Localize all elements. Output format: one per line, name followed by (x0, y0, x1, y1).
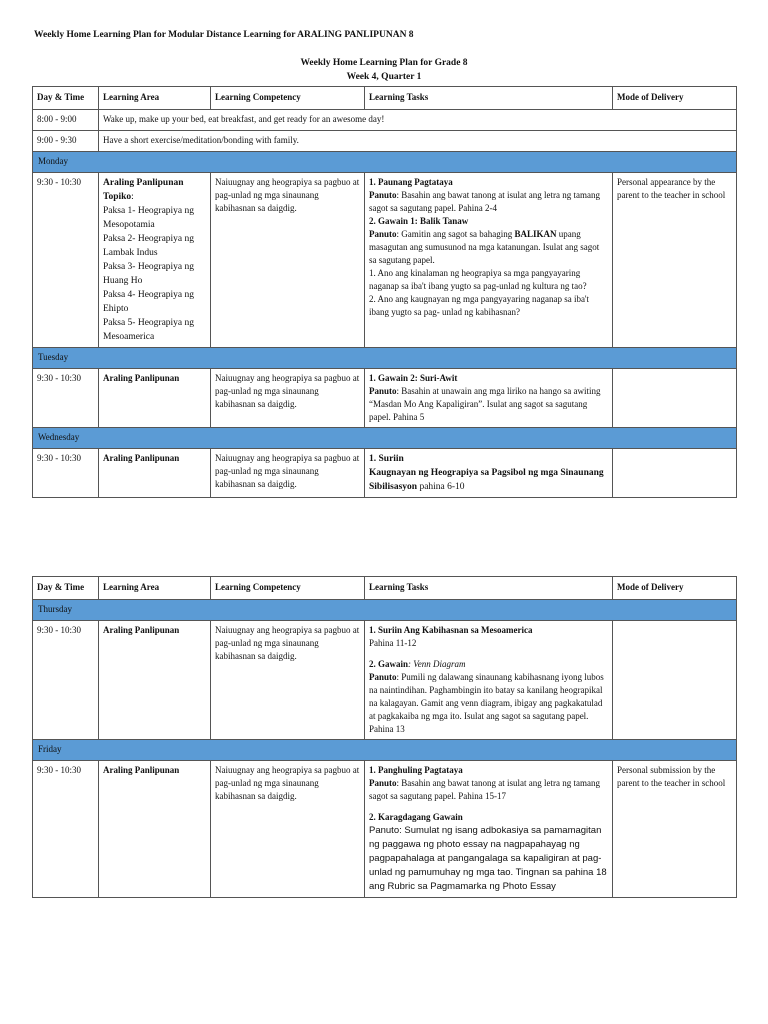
delivery-cell: Personal appearance by the parent to the teacher in school (613, 173, 737, 348)
day-label: Friday (33, 740, 737, 761)
delivery-cell (613, 449, 737, 498)
learning-area-cell: Araling Panlipunan (99, 449, 211, 498)
header-learning-competency: Learning Competency (211, 87, 365, 110)
task-title: 2. Karagdagang Gawain (369, 812, 463, 822)
schedule-time: 9:30 - 10:30 (33, 621, 99, 740)
topic-colon: : (131, 192, 134, 202)
competency-cell: Naiuugnay ang heograpiya sa pagbuo at pag-unlad ng mga sinaunang kabihasnan sa daigdig. (211, 369, 365, 428)
routine-text: Wake up, make up your bed, eat breakfast, and get ready for an awesome day! (99, 110, 737, 131)
header-learning-tasks: Learning Tasks (365, 577, 613, 600)
schedule-time: 9:30 - 10:30 (33, 761, 99, 898)
tasks-cell (365, 369, 613, 428)
panuto-label: Panuto (369, 386, 397, 396)
topic-item: Paksa 4- Heograpiya ng Ehipto (103, 290, 195, 314)
task-text: : Basahin at unawain ang mga liriko na hango sa awiting “Masdan Mo Ang Kapaligiran”. Isulat ang sagot sa sagutang papel. Pahina 5 (369, 386, 601, 422)
header-learning-tasks: Learning Tasks (365, 87, 613, 110)
topic-item: Paksa 1- Heograpiya ng Mesopotamia (103, 206, 195, 230)
header-learning-area: Learning Area (99, 577, 211, 600)
task-text: upang masagutan ang sumusunod na mga katanungan. Isulat ang sagot sa sagutang papel. (369, 229, 600, 265)
panuto-label: Panuto (369, 190, 397, 200)
task-text: : Gamitin ang sagot sa bahaging (396, 229, 515, 239)
header-day-time: Day & Time (33, 87, 99, 110)
task-page: Pahina 11-12 (369, 638, 417, 648)
task-bold-title: Kaugnayan ng Heograpiya sa Pagsibol ng mga Sinaunang Sibilisasyon (369, 468, 604, 492)
plan-title: Weekly Home Learning Plan for Grade 8 (300, 58, 468, 68)
schedule-row-tuesday (33, 369, 737, 428)
routine-time: 9:00 - 9:30 (33, 131, 99, 152)
header-mode-of-delivery: Mode of Delivery (613, 577, 737, 600)
learning-area-cell (99, 173, 211, 348)
task-text-sans: Panuto: Sumulat ng isang adbokasiya sa pamamagitan ng paggawa ng photo essay na nagpapahayag ng pagpapahalaga at pangangalaga sa kapaligiran at pag-unlad ng pamumuhay ng mga tao. Tingnan sa pahina 18 ang Rubric sa Pagmamarka ng Photo Essay (369, 825, 607, 892)
table-header-row (33, 577, 737, 600)
schedule-time: 9:30 - 10:30 (33, 369, 99, 428)
day-label: Wednesday (33, 428, 737, 449)
task-title: 1. Suriin Ang Kabihasnan sa Mesoamerica (369, 625, 533, 635)
day-row-monday (33, 152, 737, 173)
day-row-wednesday (33, 428, 737, 449)
learning-area-cell: Araling Panlipunan (99, 369, 211, 428)
delivery-cell (613, 621, 737, 740)
schedule-row-wednesday (33, 449, 737, 498)
header-day-time: Day & Time (33, 577, 99, 600)
routine-text: Have a short exercise/meditation/bonding with family. (99, 131, 737, 152)
task-page: pahina 6-10 (417, 482, 465, 492)
question-item: 1. Ano ang kinalaman ng heograpiya sa mga pangyayaring naganap sa iba't ibang yugto sa pag-unlad ng kultura ng tao? (369, 268, 587, 291)
day-row-tuesday (33, 348, 737, 369)
day-row-friday (33, 740, 737, 761)
routine-row (33, 131, 737, 152)
plan-table-1 (32, 86, 737, 498)
question-item: 2. Ano ang kaugnayan ng mga pangyayaring naganap sa iba't ibang yugto sa pag- unlad ng kabihasnan? (369, 294, 590, 317)
document-heading: Weekly Home Learning Plan for Modular Distance Learning for ARALING PANLIPUNAN 8 (34, 30, 414, 40)
competency-cell: Naiuugnay ang heograpiya sa pagbuo at pag-unlad ng mga sinaunang kabihasnan sa daigdig. (211, 173, 365, 348)
task-text: : Basahin ang bawat tanong at isulat ang letra ng tamang sagot sa sagutang papel. Pahina 15-17 (369, 778, 600, 801)
tasks-cell (365, 621, 613, 740)
day-label: Thursday (33, 600, 737, 621)
task-title: 1. Panghuling Pagtataya (369, 765, 463, 775)
task-bold-word: BALIKAN (514, 229, 557, 239)
tasks-cell (365, 173, 613, 348)
schedule-time: 9:30 - 10:30 (33, 173, 99, 348)
topic-label: Araling Panlipunan Topiko (103, 178, 184, 202)
task-text: : Basahin ang bawat tanong at isulat ang letra ng tamang sagot sa sagutang papel. Pahina 2-4 (369, 190, 600, 213)
panuto-label: Panuto (369, 672, 397, 682)
tasks-cell (365, 449, 613, 498)
delivery-cell (613, 369, 737, 428)
panuto-label: Panuto (369, 229, 397, 239)
schedule-row-thursday (33, 621, 737, 740)
topic-item: Paksa 3- Heograpiya ng Huang Ho (103, 262, 195, 286)
plan-subtitle: Week 4, Quarter 1 (346, 72, 422, 82)
topic-item: Paksa 5- Heograpiya ng Mesoamerica (103, 318, 195, 342)
routine-row (33, 110, 737, 131)
day-label: Tuesday (33, 348, 737, 369)
task-title: 1. Paunang Pagtataya (369, 177, 453, 187)
header-learning-competency: Learning Competency (211, 577, 365, 600)
task-title: 2. Gawain (369, 659, 409, 669)
task-title: 1. Suriin (369, 454, 404, 464)
plan-table-2 (32, 576, 737, 898)
routine-time: 8:00 - 9:00 (33, 110, 99, 131)
schedule-row-monday (33, 173, 737, 348)
task-title: 2. Gawain 1: Balik Tanaw (369, 216, 469, 226)
task-text: : Pumili ng dalawang sinaunang kabihasnang iyong lubos na naintindihan. Paghambingin ito batay sa kanilang heograpikal na kalagayan. Gamit ang venn diagram, ibigay ang pagkakatulad at pagkakaiba ng mga ito. Isulat ang sagot sa sagutang papel. Pahina 13 (369, 672, 604, 734)
header-learning-area: Learning Area (99, 87, 211, 110)
learning-area-cell: Araling Panlipunan (99, 761, 211, 898)
competency-cell: Naiuugnay ang heograpiya sa pagbuo at pag-unlad ng mga sinaunang kabihasnan sa daigdig. (211, 621, 365, 740)
header-mode-of-delivery: Mode of Delivery (613, 87, 737, 110)
schedule-time: 9:30 - 10:30 (33, 449, 99, 498)
task-title: 1. Gawain 2: Suri-Awit (369, 373, 458, 383)
competency-cell: Naiuugnay ang heograpiya sa pagbuo at pag-unlad ng mga sinaunang kabihasnan sa daigdig. (211, 449, 365, 498)
day-label: Monday (33, 152, 737, 173)
delivery-cell: Personal submission by the parent to the teacher in school (613, 761, 737, 898)
table-header-row (33, 87, 737, 110)
task-italic-title: : Venn Diagram (408, 659, 466, 669)
tasks-cell (365, 761, 613, 898)
learning-area-cell: Araling Panlipunan (99, 621, 211, 740)
panuto-label: Panuto (369, 778, 397, 788)
day-row-thursday (33, 600, 737, 621)
schedule-row-friday (33, 761, 737, 898)
topic-item: Paksa 2- Heograpiya ng Lambak Indus (103, 234, 195, 258)
competency-cell: Naiuugnay ang heograpiya sa pagbuo at pag-unlad ng mga sinaunang kabihasnan sa daigdig. (211, 761, 365, 898)
